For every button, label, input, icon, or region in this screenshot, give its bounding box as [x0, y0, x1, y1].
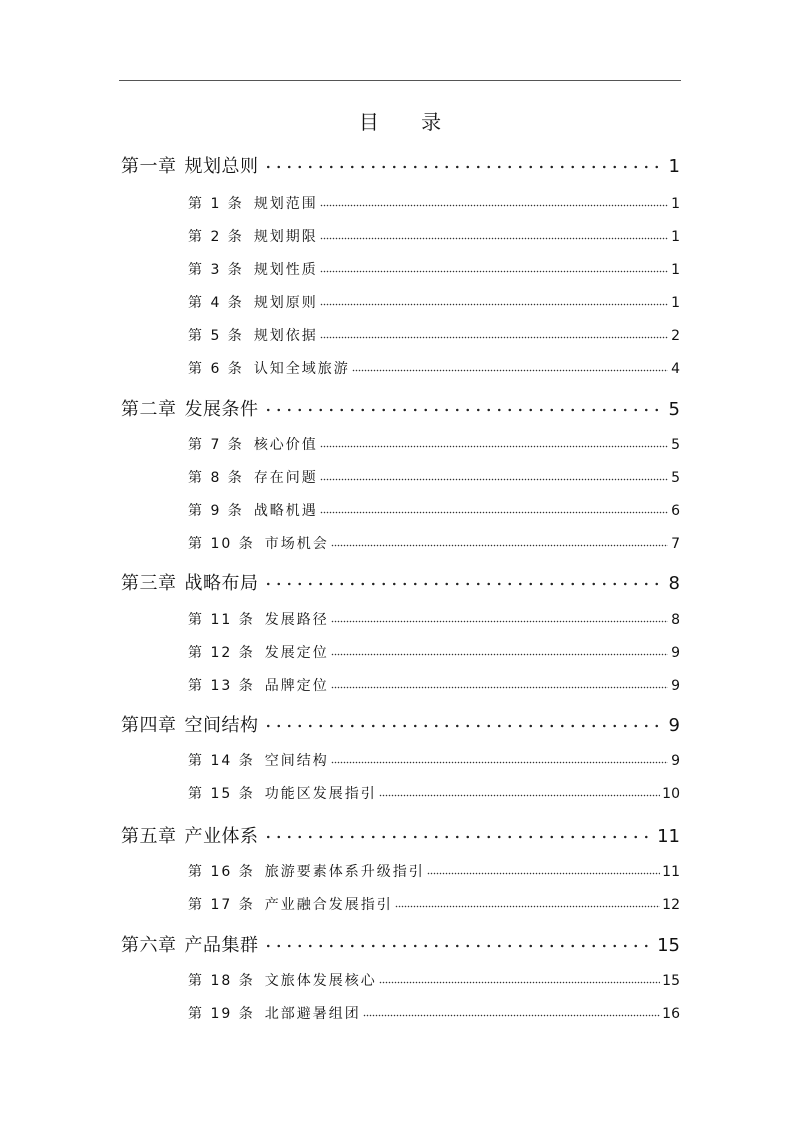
chapter-title: 空间结构 [184, 715, 259, 736]
article-heading [188, 259, 318, 279]
toc-article-row[interactable] [188, 861, 680, 881]
toc-article-row[interactable] [188, 642, 680, 662]
page-number: 8 [671, 612, 680, 628]
article-number: 第 6 条 [188, 361, 244, 377]
dot-leader [379, 784, 660, 798]
page-number: 7 [671, 536, 680, 552]
page-number: 15 [662, 973, 680, 989]
toc-chapter-row[interactable] [121, 931, 680, 957]
article-title: 核心价值 [253, 437, 318, 453]
article-title: 规划期限 [253, 229, 318, 245]
article-title: 产业融合发展指引 [264, 897, 393, 913]
article-heading [188, 325, 318, 345]
article-title: 北部避暑组团 [264, 1006, 361, 1022]
page-number: 4 [671, 361, 680, 377]
chapter-title: 产品集群 [184, 935, 259, 956]
article-number: 第 10 条 [188, 536, 255, 552]
article-heading [188, 434, 318, 454]
dot-leader [261, 824, 650, 842]
article-number: 第 12 条 [188, 645, 255, 661]
article-title: 认知全域旅游 [253, 361, 350, 377]
toc-article-row[interactable] [188, 533, 680, 553]
article-title: 规划依据 [253, 328, 318, 344]
dot-leader [320, 260, 668, 274]
article-heading [188, 292, 318, 312]
page-number: 5 [671, 437, 680, 453]
chapter-number: 第四章 [121, 715, 177, 736]
page-number: 12 [662, 897, 680, 913]
toc-article-row[interactable] [188, 783, 680, 803]
chapter-number: 第二章 [121, 399, 177, 420]
toc-chapter-row[interactable] [121, 711, 680, 737]
page-number: 9 [671, 753, 680, 769]
article-heading [188, 500, 318, 520]
article-number: 第 19 条 [188, 1006, 255, 1022]
page-number: 9 [671, 678, 680, 694]
article-heading [188, 783, 377, 803]
article-heading [188, 861, 425, 881]
chapter-title: 产业体系 [184, 826, 259, 847]
article-number: 第 16 条 [188, 864, 255, 880]
dot-leader [331, 751, 668, 765]
dot-leader [261, 713, 659, 731]
chapter-heading [121, 569, 259, 595]
article-title: 功能区发展指引 [264, 786, 377, 802]
header-rule [119, 80, 681, 81]
toc-article-row[interactable] [188, 750, 680, 770]
article-number: 第 8 条 [188, 470, 244, 486]
toc-article-row[interactable] [188, 467, 680, 487]
article-number: 第 3 条 [188, 262, 244, 278]
dot-leader [320, 501, 668, 515]
article-title: 存在问题 [253, 470, 318, 486]
dot-leader [320, 293, 668, 307]
chapter-number: 第六章 [121, 935, 177, 956]
page-number: 15 [657, 935, 680, 956]
article-title: 规划原则 [253, 295, 318, 311]
article-heading [188, 1003, 361, 1023]
article-title: 文旅体发展核心 [264, 973, 377, 989]
article-title: 发展路径 [264, 612, 329, 628]
article-number: 第 5 条 [188, 328, 244, 344]
dot-leader [261, 571, 659, 589]
chapter-title: 规划总则 [184, 156, 259, 177]
page-number: 1 [668, 156, 680, 177]
article-number: 第 17 条 [188, 897, 255, 913]
dot-leader [261, 933, 650, 951]
article-heading [188, 970, 377, 990]
chapter-heading [121, 395, 259, 421]
dot-leader [331, 643, 668, 657]
chapter-heading [121, 711, 259, 737]
article-number: 第 18 条 [188, 973, 255, 989]
toc-article-row[interactable] [188, 1003, 680, 1023]
page-number: 6 [671, 503, 680, 519]
toc-article-row[interactable] [188, 259, 680, 279]
article-number: 第 14 条 [188, 753, 255, 769]
article-number: 第 13 条 [188, 678, 255, 694]
toc-chapter-row[interactable] [121, 822, 680, 848]
toc-article-row[interactable] [188, 226, 680, 246]
toc-article-row[interactable] [188, 434, 680, 454]
article-heading [188, 226, 318, 246]
toc-article-row[interactable] [188, 970, 680, 990]
article-title: 市场机会 [264, 536, 329, 552]
article-number: 第 11 条 [188, 612, 255, 628]
page-number: 11 [662, 864, 680, 880]
article-title: 规划范围 [253, 196, 318, 212]
page-number: 1 [671, 262, 680, 278]
page-number: 10 [662, 786, 680, 802]
toc-chapter-row[interactable] [121, 395, 680, 421]
page-number: 1 [671, 196, 680, 212]
chapter-title: 战略布局 [184, 573, 259, 594]
dot-leader [379, 971, 660, 985]
article-title: 品牌定位 [264, 678, 329, 694]
dot-leader [331, 610, 668, 624]
article-number: 第 9 条 [188, 503, 244, 519]
article-heading [188, 642, 329, 662]
dot-leader [320, 194, 668, 208]
article-title: 发展定位 [264, 645, 329, 661]
toc-article-row[interactable] [188, 609, 680, 629]
toc-title: 目 录 [358, 110, 460, 134]
chapter-number: 第一章 [121, 156, 177, 177]
article-heading [188, 533, 329, 553]
article-number: 第 4 条 [188, 295, 244, 311]
page-number: 9 [671, 645, 680, 661]
article-heading [188, 750, 329, 770]
chapter-heading [121, 152, 259, 178]
dot-leader [320, 227, 668, 241]
article-number: 第 2 条 [188, 229, 244, 245]
toc-article-row[interactable] [188, 325, 680, 345]
page-number: 1 [671, 295, 680, 311]
article-title: 规划性质 [253, 262, 318, 278]
dot-leader [331, 534, 668, 548]
dot-leader [427, 862, 660, 876]
page-number: 5 [668, 399, 680, 420]
article-number: 第 7 条 [188, 437, 244, 453]
toc-article-row[interactable] [188, 292, 680, 312]
article-heading [188, 358, 350, 378]
dot-leader [352, 359, 668, 373]
article-title: 旅游要素体系升级指引 [264, 864, 425, 880]
page-number: 1 [671, 229, 680, 245]
toc-article-row[interactable] [188, 500, 680, 520]
chapter-number: 第五章 [121, 826, 177, 847]
dot-leader [320, 435, 668, 449]
dot-leader [261, 154, 659, 172]
article-number: 第 15 条 [188, 786, 255, 802]
toc-chapter-row[interactable] [121, 569, 680, 595]
toc-chapter-row[interactable] [121, 152, 680, 178]
article-number: 第 1 条 [188, 196, 244, 212]
article-heading [188, 894, 393, 914]
chapter-title: 发展条件 [184, 399, 259, 420]
dot-leader [320, 326, 668, 340]
article-heading [188, 193, 318, 213]
page-number: 9 [668, 715, 680, 736]
chapter-number: 第三章 [121, 573, 177, 594]
article-heading [188, 467, 318, 487]
article-heading [188, 609, 329, 629]
article-title: 战略机遇 [253, 503, 318, 519]
toc-article-row[interactable] [188, 675, 680, 695]
dot-leader [261, 397, 659, 415]
chapter-heading [121, 822, 259, 848]
article-title: 空间结构 [264, 753, 329, 769]
page-number: 16 [662, 1006, 680, 1022]
page-number: 5 [671, 470, 680, 486]
page-number: 2 [671, 328, 680, 344]
article-heading [188, 675, 329, 695]
toc-article-row[interactable] [188, 193, 680, 213]
dot-leader [320, 468, 668, 482]
toc-article-row[interactable] [188, 358, 680, 378]
page-number: 11 [657, 826, 680, 847]
chapter-heading [121, 931, 259, 957]
toc-article-row[interactable] [188, 894, 680, 914]
page-number: 8 [668, 573, 680, 594]
dot-leader [395, 895, 660, 909]
dot-leader [331, 676, 668, 690]
dot-leader [363, 1004, 660, 1018]
